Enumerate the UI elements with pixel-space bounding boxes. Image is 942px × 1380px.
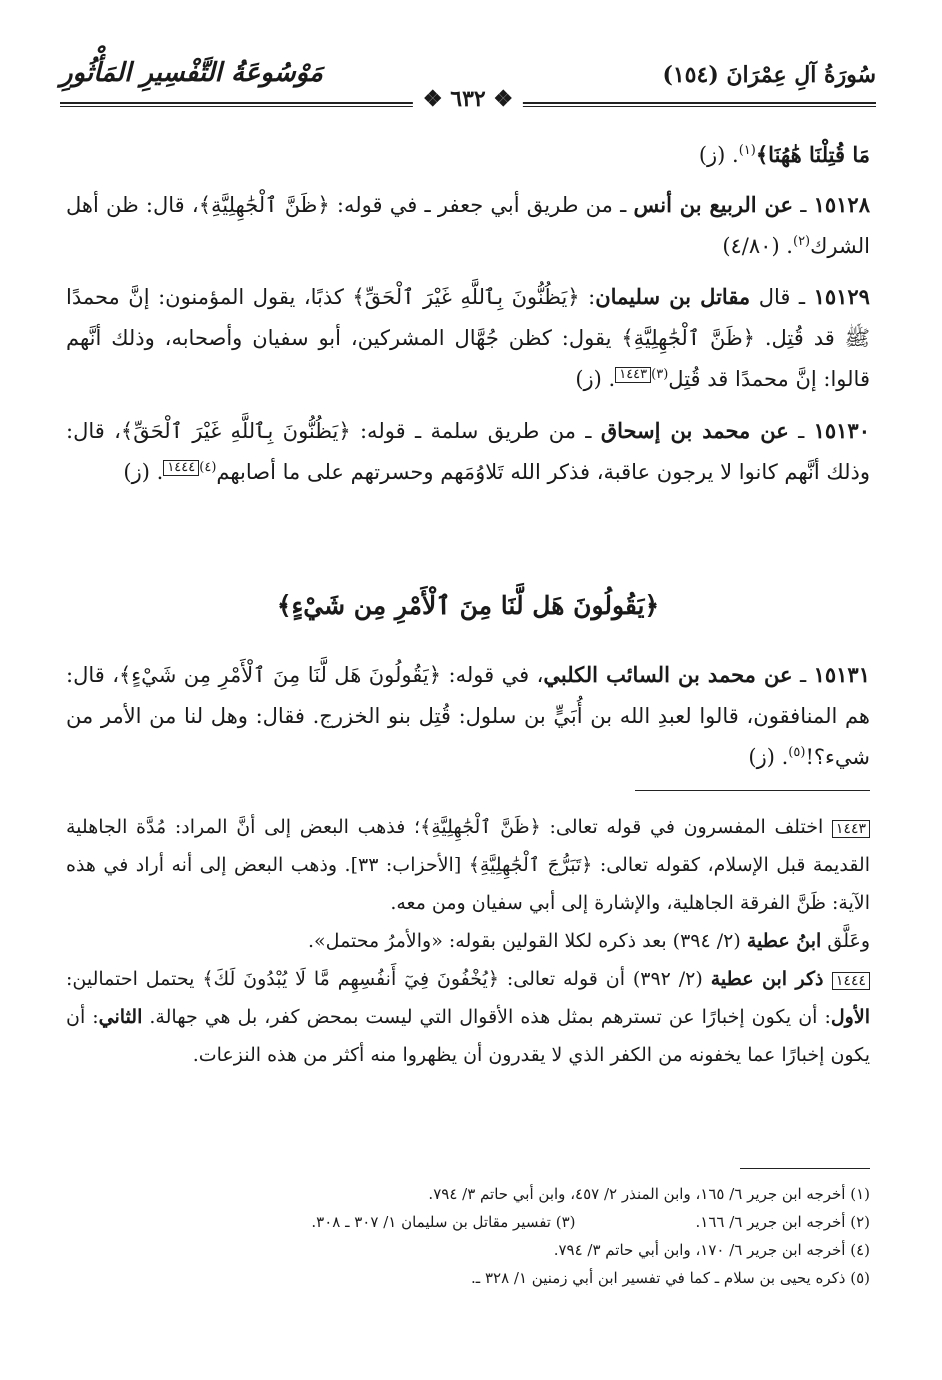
note-ref-box[interactable]: ١٤٤٤	[163, 460, 199, 476]
footnote-1: (١) أخرجه ابن جرير ٦/ ١٦٥، وابن المنذر ٢/ ٤٥٧، وابن أبي حاتم ٣/ ٧٩٤.	[428, 1185, 870, 1203]
surah-title: سُورَةُ آلِ عِمْرَانَ (١٥٤)	[662, 62, 876, 88]
footnote-3: (٣) تفسير مقاتل بن سليمان ١/ ٣٠٧ ـ ٣٠٨.	[311, 1213, 576, 1231]
paragraph-15131: ١٥١٣١ ـ عن محمد بن السائب الكلبي، في قوله: ﴿يَقُولُونَ هَل لَّنَا مِنَ ٱلْأَمْرِ مِن شَيْءٍ﴾، قال: هم المنافقون، قالوا لعبدِ الله بن أُبَيٍّ بن سلول: قُتِل بنو الخزرج. فقال: وهل لنا من الأمر من شيء؟!$^{(٥)}$. (ز)	[66, 662, 870, 769]
note-1444: ١٤٤٤ ذكر ابن عطية (٢/ ٣٩٢) أن قوله تعالى: ﴿يُخْفُونَ فِيٓ أَنفُسِهِم مَّا لَا يُبْدُونَ لَكَ﴾ يحتمل احتمالين: الأول: أن يكون إخبارًا عن تسترهم بمثل هذه الأقوال التي ليست بمحض كفر، بل هي جهالة. الثاني: أن يكون إخبارًا عما يخفونه من الكفر الذي لا يقدرون أن يظهروا منه أكثر من هذه النزعات.	[66, 968, 870, 1066]
footnote-4: (٤) أخرجه ابن جرير ٦/ ١٧٠، وابن أبي حاتم ٣/ ٧٩٤.	[553, 1241, 870, 1259]
notes-divider	[635, 790, 870, 791]
book-title: مَوْسُوعَةُ التَّفْسِيرِ المَأْثُورِ	[60, 58, 323, 88]
note-1443: ١٤٤٣ اختلف المفسرون في قوله تعالى: ﴿ظَنَّ ٱلْجَٰهِلِيَّةِ﴾؛ فذهب البعض إلى أنَّ المراد: مُدَّة الجاهلية القديمة قبل الإسلام، كقوله تعالى: ﴿تَبَرُّجَ ٱلْجَٰهِلِيَّةِ﴾ [الأحزاب: ٣٣]. وذهب البعض إلى أنه أراد في هذه الآية: ظَنَّ الفرقة الجاهلية، والإشارة إلى أبي سفيان ومن معه.	[66, 816, 870, 914]
commentary-notes	[66, 808, 870, 1074]
section-heading: ﴿يَقُولُونَ هَل لَّنَا مِنَ ٱلْأَمْرِ مِن شَيْءٍ﴾	[276, 591, 660, 620]
page-header	[60, 56, 876, 116]
note-ibn-atiyya-comment: وعَلَّق ابنُ عطية (٢/ ٣٩٤) بعد ذكره لكلا القولين بقوله: «والأمرُ محتمل».	[308, 930, 870, 952]
footnote-5: (٥) ذكره يحيى بن سلام ـ كما في تفسير ابن أبي زمنين ١/ ٣٢٨ ـ.	[471, 1269, 870, 1287]
note-number-box: ١٤٤٤	[832, 972, 870, 990]
paragraph-1: مَا قُتِلْنَا هَٰهُنَا﴾$^{(١)}$. (ز)	[698, 142, 870, 167]
footnotes-divider	[740, 1168, 870, 1169]
paragraph-15130: ١٥١٣٠ ـ عن محمد بن إسحاق ـ من طريق سلمة ـ قوله: ﴿يَظُنُّونَ بِٱللَّهِ غَيْرَ ٱلْحَقِّ﴾، قال: وذلك أنَّهم كانوا لا يرجون عاقبة، فذكر الله تَلاوُمَهم وحسرتهم على ما أصابهم$^{(٤)}$١٤٤٤. (ز)	[66, 418, 870, 484]
note-ref-box[interactable]: ١٤٤٣	[615, 367, 651, 383]
page-number: ❖ ٦٣٢ ❖	[413, 86, 523, 112]
footnote-row-2-3	[66, 1208, 870, 1236]
note-number-box: ١٤٤٣	[832, 820, 870, 838]
footnotes	[66, 1180, 870, 1292]
footnote-2: (٢) أخرجه ابن جرير ٦/ ١٦٦.	[695, 1213, 870, 1231]
paragraph-15129: ١٥١٢٩ ـ قال مقاتل بن سليمان: ﴿يَظُنُّونَ بِٱللَّهِ غَيْرَ ٱلْحَقِّ﴾ كذبًا، يقول المؤمنون: إنَّ محمدًا ﷺ قد قُتِل. ﴿ظَنَّ ٱلْجَٰهِلِيَّةِ﴾ يقول: كظن جُهَّال المشركين، أبو سفيان وأصحابه، وذلك أنَّهم قالوا: إنَّ محمدًا قد قُتِل$^{(٣)}$١٤٤٣. (ز)	[66, 284, 870, 391]
paragraph-15128: ١٥١٢٨ ـ عن الربيع بن أنس ـ من طريق أبي جعفر ـ في قوله: ﴿ظَنَّ ٱلْجَٰهِلِيَّةِ﴾، قال: ظن أهل الشرك$^{(٢)}$. (٤/٨٠)	[66, 192, 870, 258]
